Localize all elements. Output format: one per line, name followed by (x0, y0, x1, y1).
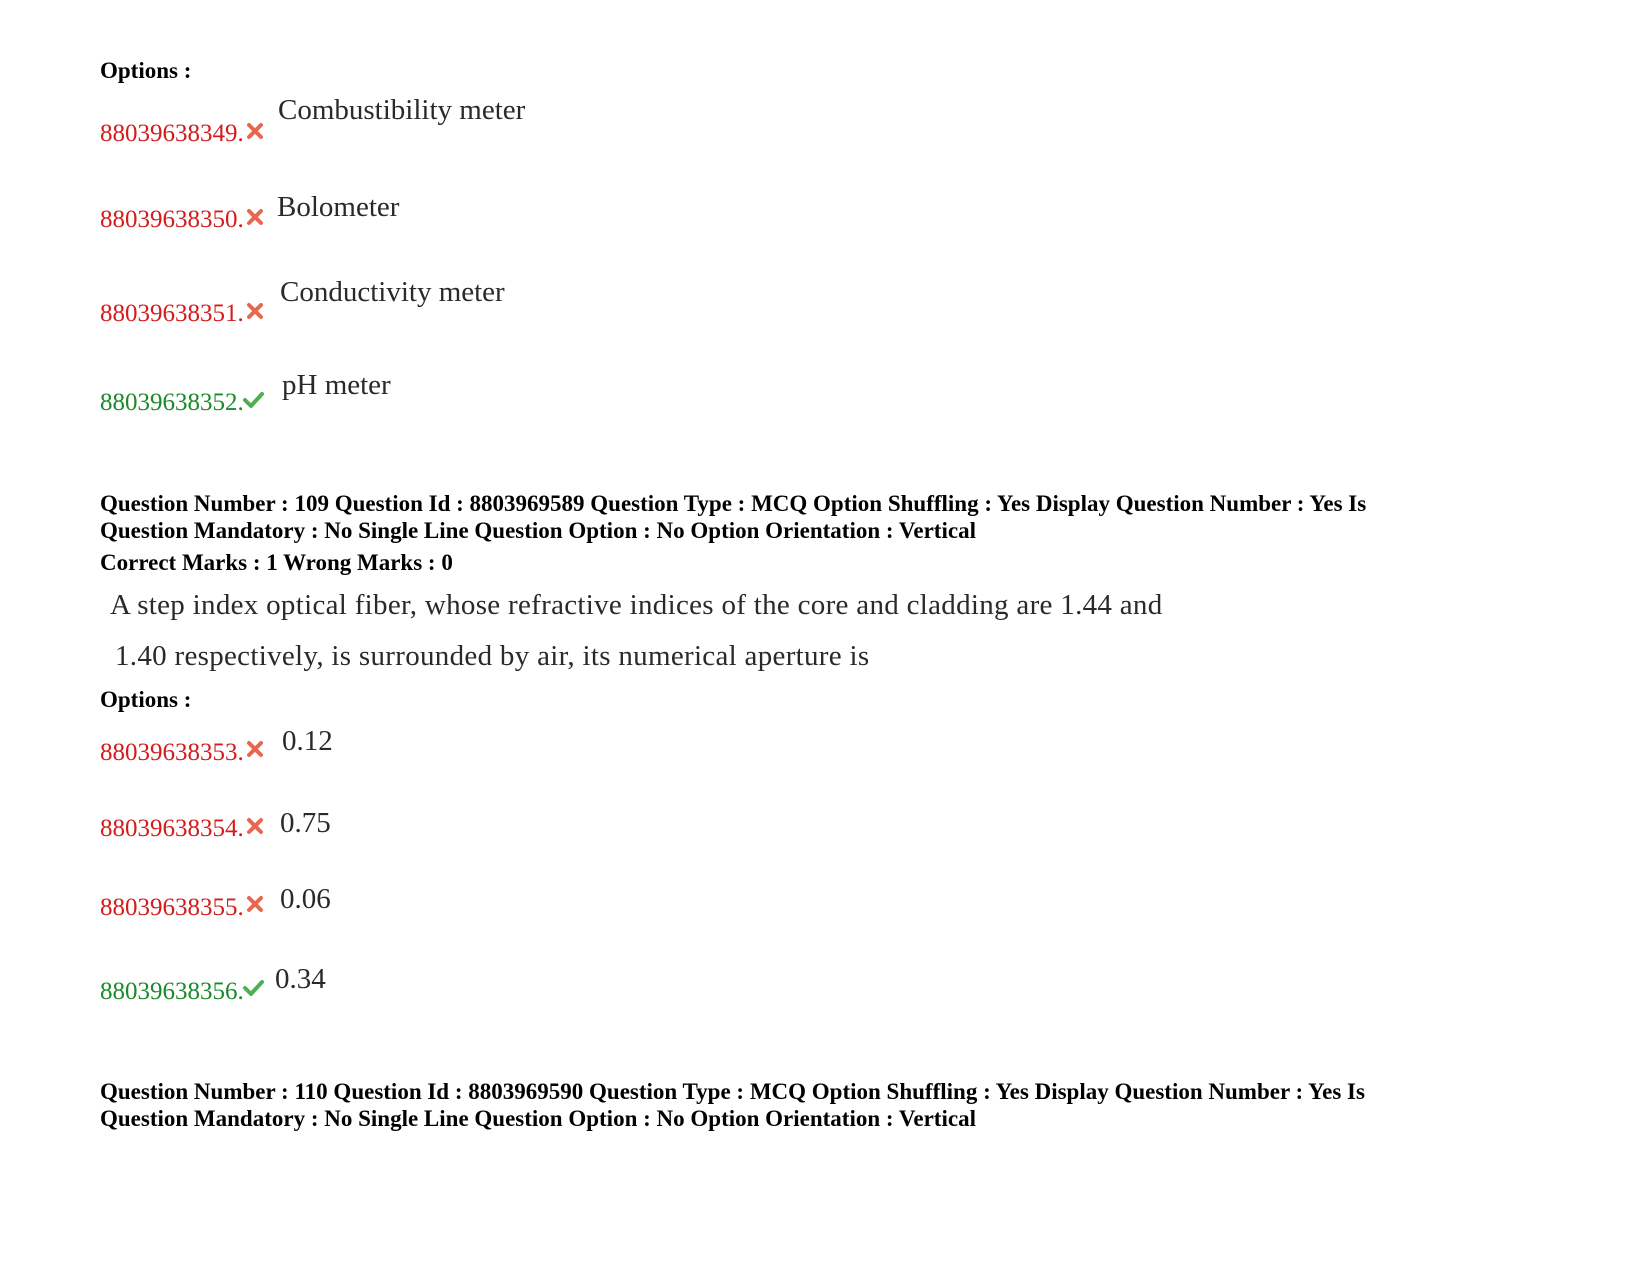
option-id: 88039638352. (100, 389, 244, 416)
cross-icon (244, 738, 266, 760)
options-label: Options : (100, 58, 192, 83)
options-label: Options : (100, 687, 192, 712)
cross-icon (244, 893, 266, 915)
option-id: 88039638351. (100, 300, 244, 327)
option-text: Conductivity meter (280, 276, 505, 308)
question-marks: Correct Marks : 1 Wrong Marks : 0 (100, 550, 453, 575)
option-text: 0.12 (282, 725, 333, 757)
check-icon (242, 977, 264, 999)
question-header-line1: Question Number : 109 Question Id : 8803969589 Question Type : MCQ Option Shuffling : Yes Display Question Number : Yes Is (100, 491, 1367, 516)
option-id: 88039638356. (100, 978, 244, 1005)
question-header-line2: Question Mandatory : No Single Line Question Option : No Option Orientation : Vertical (100, 1106, 976, 1131)
cross-icon (244, 815, 266, 837)
option-text: Combustibility meter (278, 94, 526, 126)
option-id: 88039638349. (100, 120, 244, 147)
option-text: 0.75 (280, 807, 331, 839)
option-id: 88039638354. (100, 815, 244, 842)
option-text: 0.06 (280, 883, 331, 915)
cross-icon (244, 300, 266, 322)
option-text: pH meter (282, 369, 391, 401)
option-id: 88039638350. (100, 206, 244, 233)
check-icon (242, 389, 264, 411)
question-header-line2: Question Mandatory : No Single Line Question Option : No Option Orientation : Vertical (100, 518, 976, 543)
option-text: Bolometer (277, 191, 400, 223)
option-id: 88039638355. (100, 894, 244, 921)
option-text: 0.34 (275, 963, 326, 995)
option-id: 88039638353. (100, 739, 244, 766)
cross-icon (244, 120, 266, 142)
question-text-line2: 1.40 respectively, is surrounded by air, its numerical aperture is (115, 640, 870, 672)
question-text-line1: A step index optical fiber, whose refractive indices of the core and cladding are 1.44 and (110, 589, 1163, 621)
cross-icon (244, 206, 266, 228)
question-header-line1: Question Number : 110 Question Id : 8803969590 Question Type : MCQ Option Shuffling : Yes Display Question Number : Yes Is (100, 1079, 1365, 1104)
